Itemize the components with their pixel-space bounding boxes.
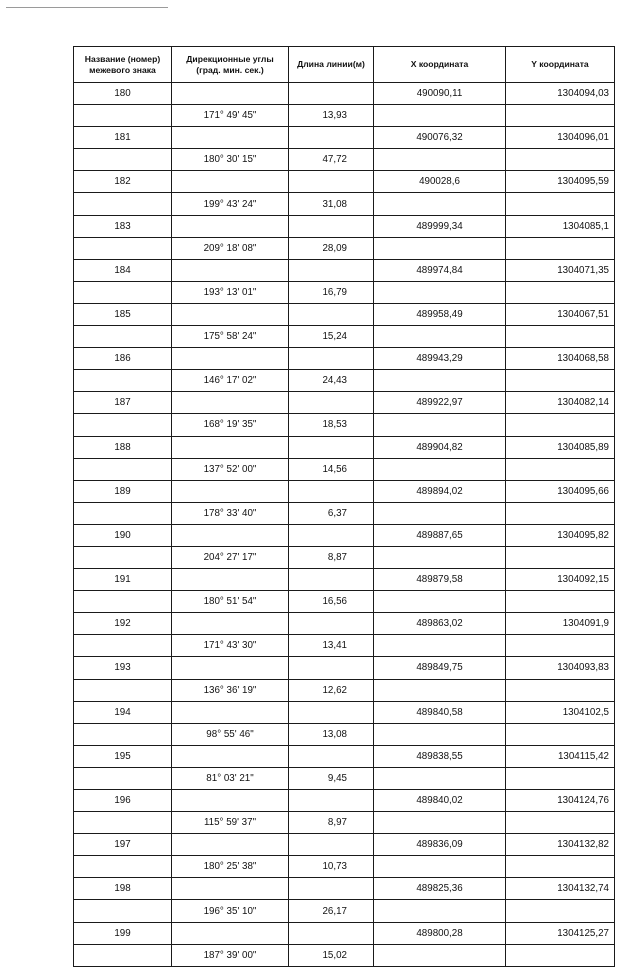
- empty-cell: [74, 679, 172, 701]
- empty-cell: [74, 502, 172, 524]
- point-row: [74, 878, 615, 900]
- empty-cell: [506, 414, 615, 436]
- empty-cell: [74, 370, 172, 392]
- empty-cell: [506, 900, 615, 922]
- segment-row: [74, 944, 615, 966]
- line-length: 15,02: [289, 944, 374, 966]
- header-y: Y координата: [506, 47, 615, 83]
- empty-cell: [74, 458, 172, 480]
- segment-row: [74, 635, 615, 657]
- empty-cell: [374, 414, 506, 436]
- direction-angle: 180° 51' 54": [172, 591, 289, 613]
- direction-angle: 98° 55' 46": [172, 723, 289, 745]
- empty-cell: [289, 922, 374, 944]
- empty-cell: [172, 701, 289, 723]
- line-length: 24,43: [289, 370, 374, 392]
- empty-cell: [374, 193, 506, 215]
- x-coordinate: 489943,29: [374, 348, 506, 370]
- segment-row: [74, 281, 615, 303]
- empty-cell: [374, 546, 506, 568]
- empty-cell: [506, 326, 615, 348]
- direction-angle: 136° 36' 19": [172, 679, 289, 701]
- point-name: 193: [74, 657, 172, 679]
- y-coordinate: 1304096,01: [506, 127, 615, 149]
- empty-cell: [74, 193, 172, 215]
- y-coordinate: 1304093,83: [506, 657, 615, 679]
- line-length: 28,09: [289, 237, 374, 259]
- empty-cell: [289, 790, 374, 812]
- direction-angle: 137° 52' 00": [172, 458, 289, 480]
- x-coordinate: 489887,65: [374, 524, 506, 546]
- point-row: [74, 701, 615, 723]
- empty-cell: [289, 303, 374, 325]
- line-length: 10,73: [289, 856, 374, 878]
- empty-cell: [74, 326, 172, 348]
- segment-row: [74, 546, 615, 568]
- segment-row: [74, 856, 615, 878]
- segment-row: [74, 237, 615, 259]
- line-length: 8,87: [289, 546, 374, 568]
- segment-row: [74, 900, 615, 922]
- empty-cell: [289, 480, 374, 502]
- line-length: 15,24: [289, 326, 374, 348]
- x-coordinate: 489999,34: [374, 215, 506, 237]
- point-name: 188: [74, 436, 172, 458]
- segment-row: [74, 679, 615, 701]
- y-coordinate: 1304125,27: [506, 922, 615, 944]
- y-coordinate: 1304115,42: [506, 745, 615, 767]
- line-length: 13,08: [289, 723, 374, 745]
- empty-cell: [374, 856, 506, 878]
- header-angle: Дирекционные углы (град. мин. сек.): [172, 47, 289, 83]
- empty-cell: [74, 149, 172, 171]
- empty-cell: [289, 613, 374, 635]
- empty-cell: [506, 767, 615, 789]
- header-name: Название (номер) межевого знака: [74, 47, 172, 83]
- direction-angle: 178° 33' 40": [172, 502, 289, 524]
- line-length: 26,17: [289, 900, 374, 922]
- empty-cell: [74, 723, 172, 745]
- direction-angle: 187° 39' 00": [172, 944, 289, 966]
- direction-angle: 171° 43' 30": [172, 635, 289, 657]
- empty-cell: [506, 237, 615, 259]
- empty-cell: [374, 767, 506, 789]
- empty-cell: [172, 657, 289, 679]
- segment-row: [74, 723, 615, 745]
- x-coordinate: 489840,02: [374, 790, 506, 812]
- point-name: 189: [74, 480, 172, 502]
- empty-cell: [172, 215, 289, 237]
- x-coordinate: 490028,6: [374, 171, 506, 193]
- segment-row: [74, 193, 615, 215]
- empty-cell: [74, 812, 172, 834]
- empty-cell: [289, 745, 374, 767]
- line-length: 12,62: [289, 679, 374, 701]
- empty-cell: [289, 127, 374, 149]
- empty-cell: [289, 392, 374, 414]
- point-name: 191: [74, 569, 172, 591]
- y-coordinate: 1304082,14: [506, 392, 615, 414]
- empty-cell: [172, 480, 289, 502]
- point-row: [74, 127, 615, 149]
- direction-angle: 115° 59' 37": [172, 812, 289, 834]
- empty-cell: [172, 127, 289, 149]
- empty-cell: [289, 657, 374, 679]
- point-name: 186: [74, 348, 172, 370]
- x-coordinate: 489849,75: [374, 657, 506, 679]
- x-coordinate: 490076,32: [374, 127, 506, 149]
- empty-cell: [289, 436, 374, 458]
- empty-cell: [374, 679, 506, 701]
- point-name: 183: [74, 215, 172, 237]
- x-coordinate: 489974,84: [374, 259, 506, 281]
- empty-cell: [374, 900, 506, 922]
- point-row: [74, 348, 615, 370]
- header-row: [74, 47, 615, 83]
- empty-cell: [374, 944, 506, 966]
- point-row: [74, 790, 615, 812]
- empty-cell: [74, 635, 172, 657]
- point-row: [74, 83, 615, 105]
- empty-cell: [374, 458, 506, 480]
- point-name: 187: [74, 392, 172, 414]
- empty-cell: [74, 105, 172, 127]
- y-coordinate: 1304092,15: [506, 569, 615, 591]
- empty-cell: [506, 149, 615, 171]
- empty-cell: [374, 237, 506, 259]
- empty-cell: [74, 281, 172, 303]
- empty-cell: [74, 591, 172, 613]
- x-coordinate: 489904,82: [374, 436, 506, 458]
- empty-cell: [172, 922, 289, 944]
- empty-cell: [172, 436, 289, 458]
- y-coordinate: 1304085,1: [506, 215, 615, 237]
- x-coordinate: 489836,09: [374, 834, 506, 856]
- line-length: 8,97: [289, 812, 374, 834]
- empty-cell: [289, 524, 374, 546]
- y-coordinate: 1304132,82: [506, 834, 615, 856]
- point-row: [74, 524, 615, 546]
- x-coordinate: 489800,28: [374, 922, 506, 944]
- empty-cell: [374, 502, 506, 524]
- point-row: [74, 392, 615, 414]
- empty-cell: [172, 303, 289, 325]
- y-coordinate: 1304091,9: [506, 613, 615, 635]
- y-coordinate: 1304071,35: [506, 259, 615, 281]
- boundary-survey-table: [73, 46, 615, 967]
- empty-cell: [374, 635, 506, 657]
- empty-cell: [506, 105, 615, 127]
- y-coordinate: 1304124,76: [506, 790, 615, 812]
- empty-cell: [506, 944, 615, 966]
- y-coordinate: 1304068,58: [506, 348, 615, 370]
- point-name: 198: [74, 878, 172, 900]
- direction-angle: 196° 35' 10": [172, 900, 289, 922]
- line-length: 16,56: [289, 591, 374, 613]
- segment-row: [74, 591, 615, 613]
- empty-cell: [506, 502, 615, 524]
- empty-cell: [289, 701, 374, 723]
- empty-cell: [506, 370, 615, 392]
- segment-row: [74, 414, 615, 436]
- empty-cell: [374, 149, 506, 171]
- point-row: [74, 436, 615, 458]
- line-length: 31,08: [289, 193, 374, 215]
- point-row: [74, 569, 615, 591]
- y-coordinate: 1304102,5: [506, 701, 615, 723]
- direction-angle: 171° 49' 45": [172, 105, 289, 127]
- point-name: 194: [74, 701, 172, 723]
- empty-cell: [289, 215, 374, 237]
- point-name: 192: [74, 613, 172, 635]
- empty-cell: [506, 193, 615, 215]
- line-length: 13,93: [289, 105, 374, 127]
- empty-cell: [74, 900, 172, 922]
- top-rule: [6, 7, 168, 8]
- empty-cell: [506, 812, 615, 834]
- direction-angle: 81° 03' 21": [172, 767, 289, 789]
- direction-angle: 199° 43' 24": [172, 193, 289, 215]
- empty-cell: [172, 524, 289, 546]
- empty-cell: [506, 591, 615, 613]
- empty-cell: [374, 723, 506, 745]
- empty-cell: [289, 171, 374, 193]
- point-row: [74, 171, 615, 193]
- empty-cell: [172, 348, 289, 370]
- y-coordinate: 1304132,74: [506, 878, 615, 900]
- empty-cell: [506, 546, 615, 568]
- empty-cell: [289, 348, 374, 370]
- empty-cell: [172, 392, 289, 414]
- point-name: 190: [74, 524, 172, 546]
- empty-cell: [172, 613, 289, 635]
- x-coordinate: 490090,11: [374, 83, 506, 105]
- line-length: 6,37: [289, 502, 374, 524]
- empty-cell: [172, 790, 289, 812]
- direction-angle: 193° 13' 01": [172, 281, 289, 303]
- empty-cell: [74, 546, 172, 568]
- empty-cell: [172, 83, 289, 105]
- x-coordinate: 489863,02: [374, 613, 506, 635]
- point-name: 195: [74, 745, 172, 767]
- point-row: [74, 215, 615, 237]
- segment-row: [74, 767, 615, 789]
- empty-cell: [506, 679, 615, 701]
- empty-cell: [74, 767, 172, 789]
- direction-angle: 209° 18' 08": [172, 237, 289, 259]
- point-row: [74, 922, 615, 944]
- empty-cell: [374, 105, 506, 127]
- x-coordinate: 489840,58: [374, 701, 506, 723]
- header-x: Х координата: [374, 47, 506, 83]
- segment-row: [74, 149, 615, 171]
- empty-cell: [74, 237, 172, 259]
- empty-cell: [374, 281, 506, 303]
- y-coordinate: 1304067,51: [506, 303, 615, 325]
- line-length: 47,72: [289, 149, 374, 171]
- empty-cell: [506, 856, 615, 878]
- point-row: [74, 480, 615, 502]
- point-row: [74, 303, 615, 325]
- header-length: Длина линии(м): [289, 47, 374, 83]
- empty-cell: [172, 878, 289, 900]
- point-name: 182: [74, 171, 172, 193]
- empty-cell: [506, 458, 615, 480]
- x-coordinate: 489894,02: [374, 480, 506, 502]
- direction-angle: 180° 25' 38": [172, 856, 289, 878]
- direction-angle: 146° 17' 02": [172, 370, 289, 392]
- line-length: 9,45: [289, 767, 374, 789]
- empty-cell: [289, 834, 374, 856]
- y-coordinate: 1304095,59: [506, 171, 615, 193]
- empty-cell: [374, 326, 506, 348]
- point-row: [74, 745, 615, 767]
- direction-angle: 168° 19' 35": [172, 414, 289, 436]
- empty-cell: [289, 83, 374, 105]
- point-row: [74, 657, 615, 679]
- empty-cell: [506, 723, 615, 745]
- line-length: 14,56: [289, 458, 374, 480]
- point-name: 181: [74, 127, 172, 149]
- line-length: 18,53: [289, 414, 374, 436]
- point-row: [74, 834, 615, 856]
- segment-row: [74, 370, 615, 392]
- empty-cell: [289, 259, 374, 281]
- empty-cell: [506, 281, 615, 303]
- segment-row: [74, 105, 615, 127]
- point-name: 185: [74, 303, 172, 325]
- empty-cell: [172, 745, 289, 767]
- y-coordinate: 1304095,66: [506, 480, 615, 502]
- empty-cell: [374, 812, 506, 834]
- empty-cell: [74, 856, 172, 878]
- direction-angle: 175° 58' 24": [172, 326, 289, 348]
- point-name: 197: [74, 834, 172, 856]
- point-row: [74, 259, 615, 281]
- x-coordinate: 489958,49: [374, 303, 506, 325]
- table-body: [74, 83, 615, 967]
- empty-cell: [506, 635, 615, 657]
- point-name: 199: [74, 922, 172, 944]
- empty-cell: [374, 591, 506, 613]
- segment-row: [74, 326, 615, 348]
- empty-cell: [289, 878, 374, 900]
- empty-cell: [289, 569, 374, 591]
- x-coordinate: 489838,55: [374, 745, 506, 767]
- empty-cell: [172, 569, 289, 591]
- segment-row: [74, 502, 615, 524]
- x-coordinate: 489825,36: [374, 878, 506, 900]
- line-length: 13,41: [289, 635, 374, 657]
- empty-cell: [374, 370, 506, 392]
- x-coordinate: 489879,58: [374, 569, 506, 591]
- empty-cell: [172, 171, 289, 193]
- x-coordinate: 489922,97: [374, 392, 506, 414]
- point-name: 180: [74, 83, 172, 105]
- segment-row: [74, 458, 615, 480]
- point-name: 196: [74, 790, 172, 812]
- empty-cell: [172, 834, 289, 856]
- y-coordinate: 1304094,03: [506, 83, 615, 105]
- direction-angle: 204° 27' 17": [172, 546, 289, 568]
- empty-cell: [74, 944, 172, 966]
- y-coordinate: 1304085,89: [506, 436, 615, 458]
- point-row: [74, 613, 615, 635]
- point-name: 184: [74, 259, 172, 281]
- empty-cell: [74, 414, 172, 436]
- line-length: 16,79: [289, 281, 374, 303]
- empty-cell: [172, 259, 289, 281]
- y-coordinate: 1304095,82: [506, 524, 615, 546]
- direction-angle: 180° 30' 15": [172, 149, 289, 171]
- segment-row: [74, 812, 615, 834]
